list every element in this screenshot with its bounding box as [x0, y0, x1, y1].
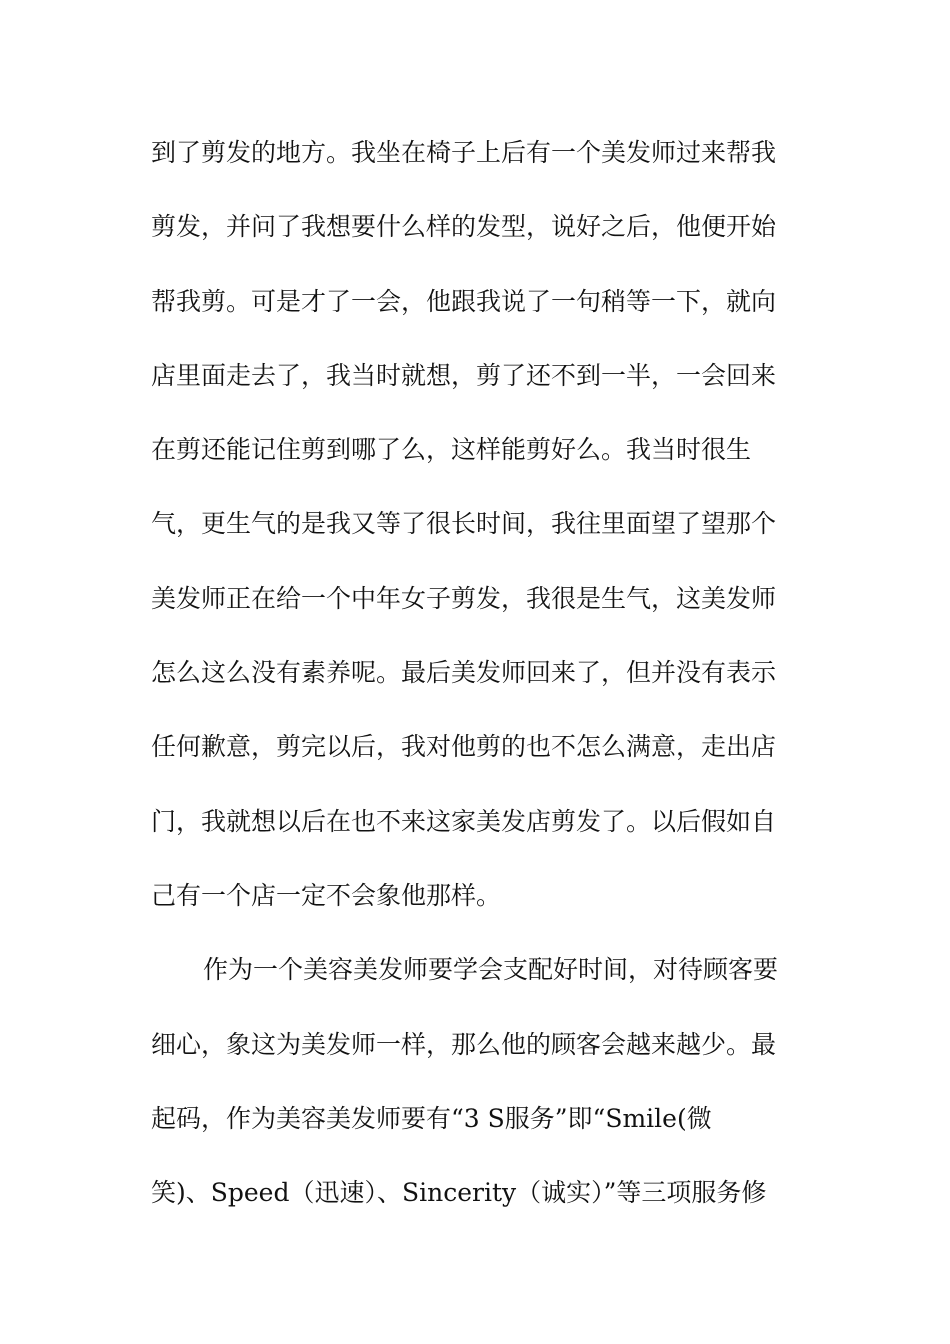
paragraph-first-line: 作为一个美容美发师要学会支配好时间，对待顾客要	[203, 955, 779, 985]
text-line: 店里面走去了，我当时就想，剪了还不到一半，一会回来	[151, 360, 777, 390]
text-line: 细心，象这为美发师一样，那么他的顾客会越来越少。最	[151, 1029, 777, 1059]
text-line: 起码，作为美容美发师要有“3 S服务”即“Smile(微	[151, 1103, 712, 1133]
text-line: 气，更生气的是我又等了很长时间，我往里面望了望那个	[151, 509, 777, 539]
body-text	[151, 124, 811, 1238]
text-line: 美发师正在给一个中年女子剪发，我很是生气，这美发师	[151, 583, 777, 613]
text-line: 笑)、Speed（迅速）、Sincerity（诚实）”等三项服务修	[151, 1178, 767, 1208]
text-line: 己有一个店一定不会象他那样。	[151, 880, 502, 910]
text-line: 到了剪发的地方。我坐在椅子上后有一个美发师过来帮我	[151, 138, 777, 167]
text-line: 怎么这么没有素养呢。最后美发师回来了，但并没有表示	[151, 658, 777, 688]
text-line: 任何歉意，剪完以后，我对他剪的也不怎么满意，走出店	[151, 732, 777, 762]
text-line: 剪发，并问了我想要什么样的发型，说好之后，他便开始	[151, 212, 777, 242]
text-line: 帮我剪。可是才了一会，他跟我说了一句稍等一下，就向	[151, 286, 777, 316]
text-line: 门，我就想以后在也不来这家美发店剪发了。以后假如自	[151, 806, 777, 836]
text-line: 在剪还能记住剪到哪了么，这样能剪好么。我当时很生	[151, 435, 752, 465]
